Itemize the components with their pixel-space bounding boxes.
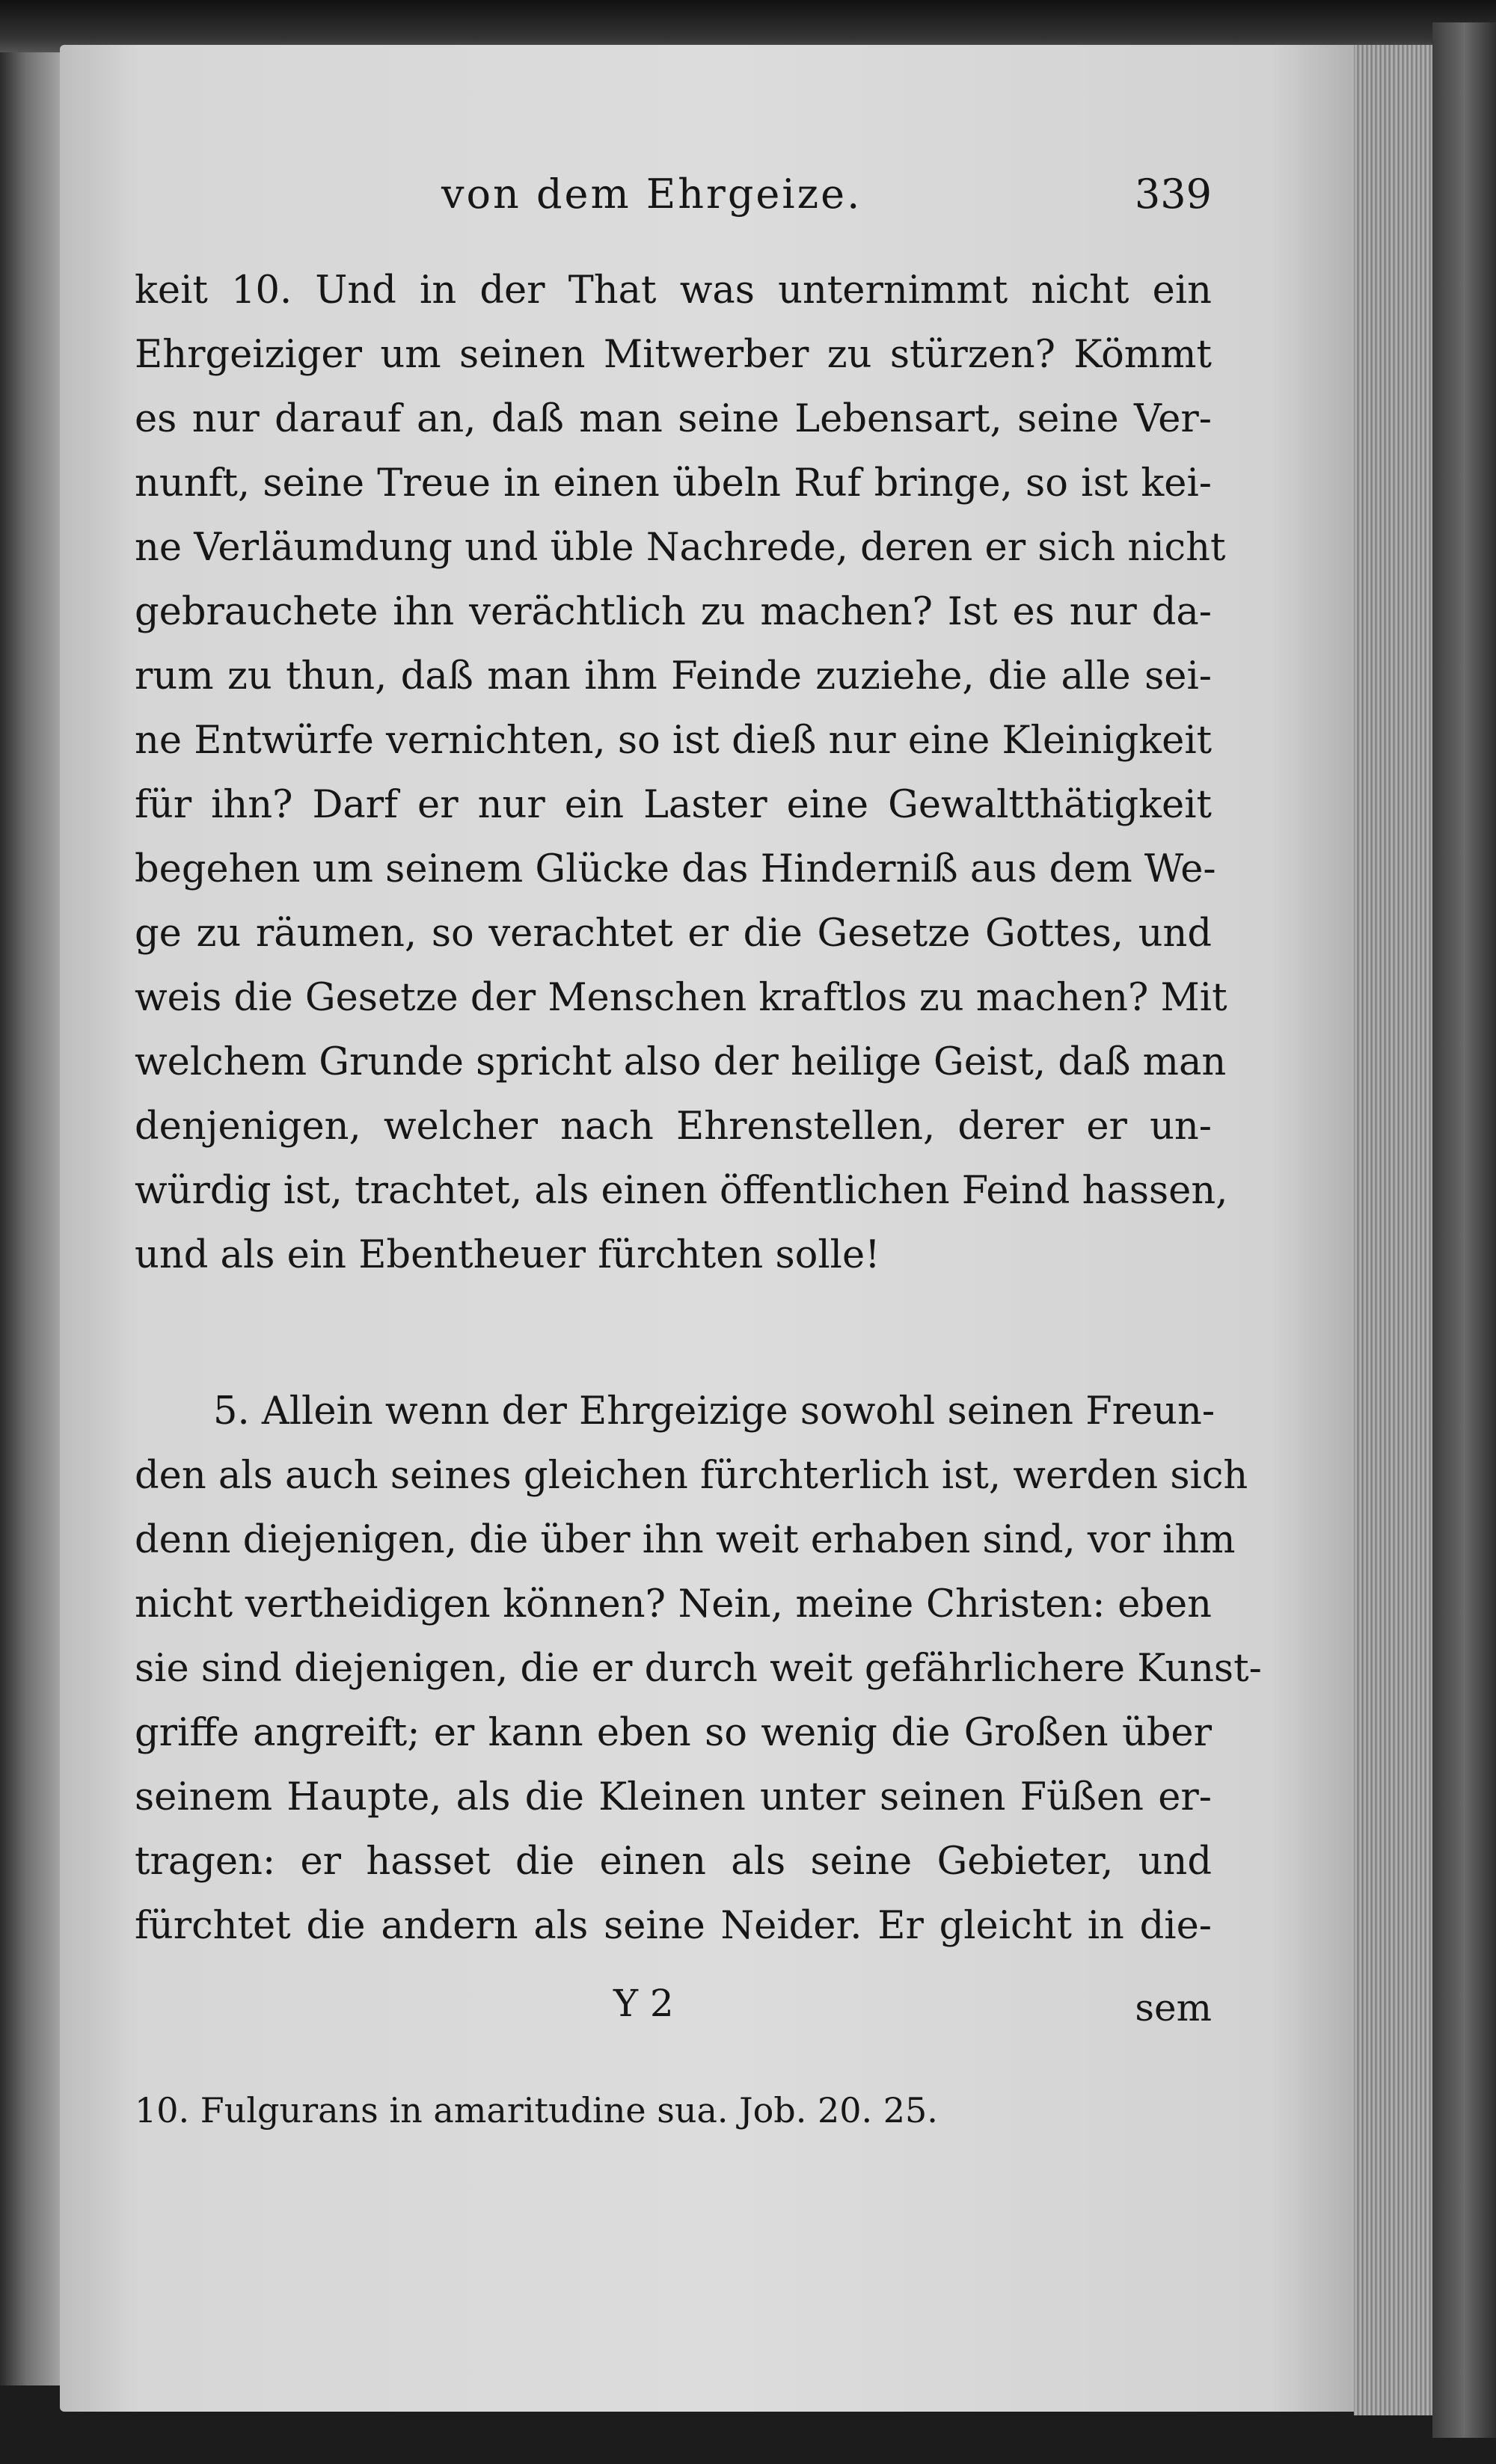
paragraph-1: [135, 259, 1228, 1288]
text-line: für ihn? Darf er nur ein Laster eine Gewaltthätigkeit: [135, 783, 1212, 827]
text-line: fürchtet die andern als seine Neider. Er gleicht in die-: [135, 1904, 1212, 1948]
text-line: 5. Allein wenn der Ehrgeizige sowohl seinen Freun-: [213, 1389, 1216, 1434]
text-line: ne Entwürfe vernichten, so ist dieß nur eine Kleinigkeit: [135, 719, 1213, 763]
text-line: denjenigen, welcher nach Ehrenstellen, derer er un-: [135, 1105, 1212, 1149]
footnote: 10. Fulgurans in amaritudine sua. Job. 20. 25.: [135, 2090, 938, 2130]
book-cover-edge: [1432, 22, 1496, 2438]
text-line: rum zu thun, daß man ihm Feinde zuziehe, die alle sei-: [135, 654, 1212, 698]
text-line: tragen: er hasset die einen als seine Gebieter, und: [135, 1840, 1212, 1884]
text-line: denn diejenigen, die über ihn weit erhaben sind, vor ihm: [135, 1518, 1236, 1562]
text-line: würdig ist, trachtet, als einen öffentlichen Feind hassen,: [135, 1169, 1228, 1213]
text-line: gebrauchete ihn verächtlich zu machen? Ist es nur da-: [135, 590, 1212, 634]
text-line: und als ein Ebentheuer fürchten solle!: [135, 1233, 880, 1277]
text-line: begehen um seinem Glücke das Hinderniß aus dem We-: [135, 847, 1216, 891]
page-header: [135, 170, 1212, 235]
facing-page-edge: [0, 52, 64, 2385]
running-title: von dem Ehrgeize.: [441, 170, 862, 218]
text-line: nunft, seine Treue in einen übeln Ruf bringe, so ist kei-: [135, 461, 1212, 506]
text-line: griffe angreift; er kann eben so wenig die Großen über: [135, 1711, 1212, 1755]
text-line: Ehrgeiziger um seinen Mitwerber zu stürzen? Kömmt: [135, 333, 1212, 377]
signature-mark: Y 2: [613, 1982, 674, 2025]
paragraph-2: [135, 1380, 1262, 1958]
text-line: den als auch seines gleichen fürchterlich ist, werden sich: [135, 1454, 1248, 1498]
text-line: nicht vertheidigen können? Nein, meine Christen: eben: [135, 1582, 1212, 1626]
page-number: 339: [1134, 170, 1212, 218]
text-line: weis die Gesetze der Menschen kraftlos zu machen? Mit: [135, 976, 1227, 1020]
text-line: es nur darauf an, daß man seine Lebensart, seine Ver-: [135, 397, 1212, 441]
text-line: sie sind diejenigen, die er durch weit gefährlichere Kunst-: [135, 1647, 1262, 1691]
text-line: ge zu räumen, so verachtet er die Gesetze Gottes, und: [135, 912, 1212, 956]
page-edges: [1354, 45, 1436, 2415]
text-line: ne Verläumdung und üble Nachrede, deren er sich nicht: [135, 526, 1226, 570]
text-line: keit 10. Und in der That was unternimmt nicht ein: [135, 268, 1212, 313]
text-line: welchem Grunde spricht also der heilige Geist, daß man: [135, 1040, 1227, 1084]
catchword: sem: [1135, 1986, 1212, 2030]
text-line: seinem Haupte, als die Kleinen unter seinen Füßen er-: [135, 1775, 1212, 1819]
